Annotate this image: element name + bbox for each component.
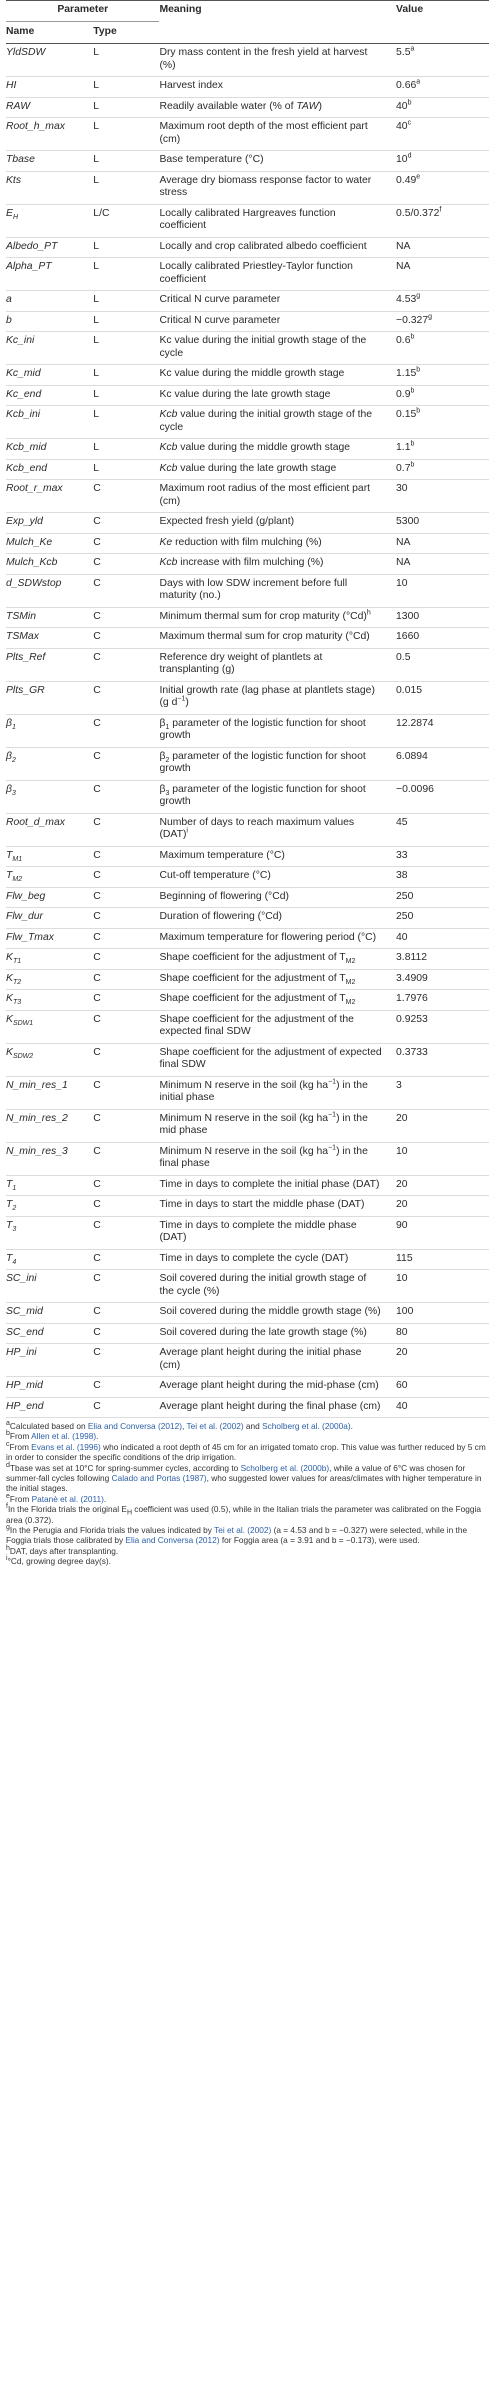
param-meaning: Time in days to complete the middle phase (DAT) xyxy=(159,1216,396,1249)
param-value: 33 xyxy=(396,846,489,867)
table-row xyxy=(6,1270,489,1303)
param-value: 0.5/0.372$^f$ xyxy=(396,204,489,237)
param-meaning: Kcb value during the late growth stage xyxy=(159,459,396,480)
param-type: C xyxy=(93,574,159,607)
footnote-marker: e xyxy=(416,173,421,181)
footnote-marker: c xyxy=(407,119,412,127)
param-name: HP_mid xyxy=(6,1377,93,1398)
param-name: Flw_Tmax xyxy=(6,928,93,949)
param-value: 1300 xyxy=(396,607,489,628)
table-row xyxy=(6,533,489,554)
param-type: C xyxy=(93,1249,159,1270)
param-meaning: Readily available water (% of TAW) xyxy=(159,97,396,118)
param-value: 40 xyxy=(396,928,489,949)
param-value: NA xyxy=(396,258,489,291)
param-name: Root_h_max xyxy=(6,118,93,151)
param-name: N_min_res_3 xyxy=(6,1142,93,1175)
param-name: Mulch_Kcb xyxy=(6,554,93,575)
param-type: C xyxy=(93,1270,159,1303)
param-name: $T_{M1}$ xyxy=(6,846,93,867)
param-value: 45 xyxy=(396,813,489,846)
param-name: $T_4$ xyxy=(6,1249,93,1270)
table-row xyxy=(6,77,489,98)
table-row xyxy=(6,332,489,365)
table-row xyxy=(6,237,489,258)
table-row xyxy=(6,1196,489,1217)
param-name: $K_{T1}$ xyxy=(6,949,93,970)
param-type: L xyxy=(93,237,159,258)
param-value: 115 xyxy=(396,1249,489,1270)
table-row xyxy=(6,1142,489,1175)
param-type: C xyxy=(93,1175,159,1196)
param-value: 3.8112 xyxy=(396,949,489,970)
header-meaning: Meaning xyxy=(159,1,396,44)
table-row xyxy=(6,1377,489,1398)
param-type: L xyxy=(93,291,159,312)
param-meaning: Minimum N reserve in the soil (kg $ha^{-1}$) in the initial phase xyxy=(159,1076,396,1109)
header-name: Name xyxy=(6,21,93,44)
table-row xyxy=(6,385,489,406)
param-value: 40 xyxy=(396,1397,489,1418)
param-value: 10 xyxy=(396,1142,489,1175)
param-name: $K_{T2}$ xyxy=(6,969,93,990)
table-row xyxy=(6,928,489,949)
param-name: $K_{SDW1}$ xyxy=(6,1010,93,1043)
param-value: 0.3733 xyxy=(396,1043,489,1076)
param-value: 6.0894 xyxy=(396,747,489,780)
param-type: L xyxy=(93,44,159,77)
param-value: 3.4909 xyxy=(396,969,489,990)
table-row xyxy=(6,459,489,480)
footnote-marker: b xyxy=(416,407,421,415)
param-meaning: Average dry biomass response factor to water stress xyxy=(159,171,396,204)
param-value: 0.49e xyxy=(396,171,489,204)
table-row xyxy=(6,1249,489,1270)
param-type: L xyxy=(93,171,159,204)
table-row xyxy=(6,714,489,747)
param-type: C xyxy=(93,867,159,888)
param-value: 0.9253 xyxy=(396,1010,489,1043)
param-meaning: Soil covered during the initial growth stage of the cycle (%) xyxy=(159,1270,396,1303)
param-value: 38 xyxy=(396,867,489,888)
footnote-marker: a xyxy=(416,78,421,86)
param-name: Kc_ini xyxy=(6,332,93,365)
table-row xyxy=(6,1303,489,1324)
param-meaning: Expected fresh yield (g/plant) xyxy=(159,513,396,534)
param-meaning: Maximum temperature for flowering period (°C) xyxy=(159,928,396,949)
table-row xyxy=(6,1175,489,1196)
param-meaning: Beginning of flowering (°Cd) xyxy=(159,887,396,908)
table-row xyxy=(6,990,489,1011)
param-name: Kts xyxy=(6,171,93,204)
param-meaning: Duration of flowering (°Cd) xyxy=(159,908,396,929)
param-meaning: Initial growth rate (lag phase at plantlets stage) (g $d^{-1}$) xyxy=(159,681,396,714)
param-meaning: Kc value during the late growth stage xyxy=(159,385,396,406)
param-value: 1660 xyxy=(396,628,489,649)
table-row xyxy=(6,204,489,237)
param-name: $T_{M2}$ xyxy=(6,867,93,888)
param-name: Kc_mid xyxy=(6,365,93,386)
param-type: C xyxy=(93,990,159,1011)
table-row xyxy=(6,648,489,681)
table-row xyxy=(6,887,489,908)
param-type: C xyxy=(93,513,159,534)
param-value: 80 xyxy=(396,1323,489,1344)
param-name: $T_1$ xyxy=(6,1175,93,1196)
param-type: C xyxy=(93,480,159,513)
param-type: C xyxy=(93,1010,159,1043)
param-name: SC_ini xyxy=(6,1270,93,1303)
header-type: Type xyxy=(93,21,159,44)
footnote-marker: b xyxy=(410,461,415,469)
param-meaning: Cut-off temperature (°C) xyxy=(159,867,396,888)
param-meaning: Maximum root depth of the most efficient part (cm) xyxy=(159,118,396,151)
table-row xyxy=(6,97,489,118)
param-type: C xyxy=(93,1344,159,1377)
table-row xyxy=(6,151,489,172)
footnote-marker: b xyxy=(416,366,421,374)
param-meaning: $\beta_1$ parameter of the logistic function for shoot growth xyxy=(159,714,396,747)
param-type: C xyxy=(93,780,159,813)
parameter-table xyxy=(6,0,489,1418)
param-type: C xyxy=(93,714,159,747)
table-row xyxy=(6,1323,489,1344)
param-value: 10 xyxy=(396,574,489,607)
table-row xyxy=(6,439,489,460)
param-meaning: Maximum thermal sum for crop maturity (°Cd) xyxy=(159,628,396,649)
param-value: 40$^c$ xyxy=(396,118,489,151)
param-value: −0.327$^g$ xyxy=(396,311,489,332)
param-name: TSMax xyxy=(6,628,93,649)
param-meaning: Average plant height during the mid-phase (cm) xyxy=(159,1377,396,1398)
param-type: C xyxy=(93,1196,159,1217)
param-name: $K_{T3}$ xyxy=(6,990,93,1011)
table-row xyxy=(6,44,489,77)
param-value: NA xyxy=(396,237,489,258)
param-type: C xyxy=(93,928,159,949)
param-meaning: Kcb increase with film mulching (%) xyxy=(159,554,396,575)
param-type: C xyxy=(93,1377,159,1398)
param-meaning: Minimum N reserve in the soil (kg $ha^{-1}$) in the mid phase xyxy=(159,1109,396,1142)
param-meaning: Soil covered during the middle growth stage (%) xyxy=(159,1303,396,1324)
param-name: $K_{SDW2}$ xyxy=(6,1043,93,1076)
param-meaning: $\beta_2$ parameter of the logistic function for shoot growth xyxy=(159,747,396,780)
footnote-i: $^i$°Cd, growing degree day(s). xyxy=(6,1555,111,1567)
param-name: Flw_dur xyxy=(6,908,93,929)
param-meaning: Shape coefficient for the adjustment of the expected final SDW xyxy=(159,1010,396,1043)
param-meaning: Minimum thermal sum for crop maturity $(^\circ Cd)^h$ xyxy=(159,607,396,628)
param-type: C xyxy=(93,554,159,575)
param-meaning: Kcb value during the initial growth stage of the cycle xyxy=(159,406,396,439)
param-type: C xyxy=(93,1323,159,1344)
param-value: 0.6$^b$ xyxy=(396,332,489,365)
param-type: C xyxy=(93,628,159,649)
param-meaning: Reference dry weight of plantlets at transplanting (g) xyxy=(159,648,396,681)
param-type: C xyxy=(93,969,159,990)
footnote-g: $^g$In the Perugia and Florida trials the values indicated by Tei et al. (2002) (a = 4.53 and b = −0.327) were selected, while in the Foggia trials those calibrated by Elia and Conversa (2012) for Foggia area (a = 3.91 and b = −0.173), were used. xyxy=(6,1524,468,1546)
header-parameter: Parameter xyxy=(6,1,159,22)
table-row xyxy=(6,628,489,649)
param-name: SC_end xyxy=(6,1323,93,1344)
param-name: Plts_GR xyxy=(6,681,93,714)
param-value: 3 xyxy=(396,1076,489,1109)
param-name: SC_mid xyxy=(6,1303,93,1324)
param-type: L xyxy=(93,77,159,98)
param-name: Root_d_max xyxy=(6,813,93,846)
footnote-marker: b xyxy=(407,99,412,107)
param-value: 1.7976 xyxy=(396,990,489,1011)
param-name: Root_r_max xyxy=(6,480,93,513)
param-name: $T_3$ xyxy=(6,1216,93,1249)
table-row xyxy=(6,574,489,607)
param-name: Tbase xyxy=(6,151,93,172)
param-meaning: Locally calibrated Priestley-Taylor function coefficient xyxy=(159,258,396,291)
param-type: L xyxy=(93,332,159,365)
footnote-marker: g xyxy=(428,313,433,321)
table-row xyxy=(6,1216,489,1249)
footnote-f: $^f$In the Florida trials the original $E_H$ coefficient was used (0.5), while in the Italian trials the parameter was calibrated on the Foggia area (0.372). xyxy=(6,1503,481,1525)
param-meaning: Kc value during the middle growth stage xyxy=(159,365,396,386)
param-type: C xyxy=(93,908,159,929)
param-value: 100 xyxy=(396,1303,489,1324)
param-value: 20 xyxy=(396,1109,489,1142)
param-value: 60 xyxy=(396,1377,489,1398)
param-type: C xyxy=(93,1397,159,1418)
footnote-d: $^d$Tbase was set at 10°C for spring-summer cycles, according to Scholberg et al. (2000b), while a value of 6°C was chosen for summer-fall cycles following Calado and Portas (1987), who suggested lower values for areas/climates with higher temperature in the initial stages. xyxy=(6,1461,482,1494)
param-name: $T_2$ xyxy=(6,1196,93,1217)
param-type: C xyxy=(93,1109,159,1142)
param-meaning: Ke reduction with film mulching (%) xyxy=(159,533,396,554)
param-value: 90 xyxy=(396,1216,489,1249)
param-meaning: Average plant height during the initial phase (cm) xyxy=(159,1344,396,1377)
param-name: Albedo_PT xyxy=(6,237,93,258)
header-value: Value xyxy=(396,1,489,44)
table-row xyxy=(6,747,489,780)
footnote-a: $^a$Calculated based on Elia and Conversa (2012), Tei et al. (2002) and Scholberg et al. (2000a). xyxy=(6,1420,353,1431)
param-value: 1.1$^b$ xyxy=(396,439,489,460)
table-row xyxy=(6,949,489,970)
param-type: L xyxy=(93,459,159,480)
param-value: 20 xyxy=(396,1175,489,1196)
param-type: C xyxy=(93,648,159,681)
table-row xyxy=(6,1397,489,1418)
param-name: $\beta_1$ xyxy=(6,714,93,747)
param-meaning: Time in days to complete the initial phase (DAT) xyxy=(159,1175,396,1196)
param-type: L xyxy=(93,151,159,172)
param-type: C xyxy=(93,1142,159,1175)
param-value: 10 xyxy=(396,1270,489,1303)
table-row xyxy=(6,780,489,813)
param-name: Kc_end xyxy=(6,385,93,406)
param-value: 250 xyxy=(396,887,489,908)
footnotes xyxy=(6,1421,489,1567)
param-type: C xyxy=(93,1043,159,1076)
footnote-marker: b xyxy=(410,387,415,395)
param-value: −0.0096 xyxy=(396,780,489,813)
param-name: RAW xyxy=(6,97,93,118)
param-meaning: Harvest index xyxy=(159,77,396,98)
param-value: 20 xyxy=(396,1196,489,1217)
param-meaning: Shape coefficient for the adjustment of expected final SDW xyxy=(159,1043,396,1076)
param-value: 0.9$^b$ xyxy=(396,385,489,406)
footnote-c: $^c$From Evans et al. (1996) who indicated a root depth of 45 cm for an irrigated tomato crop. This value was further reduced by 5 cm in order to consider the specific conditions of the drip irrigation. xyxy=(6,1441,486,1463)
param-name: HP_end xyxy=(6,1397,93,1418)
param-name: Exp_yld xyxy=(6,513,93,534)
param-value: 30 xyxy=(396,480,489,513)
param-name: Kcb_end xyxy=(6,459,93,480)
param-name: HP_ini xyxy=(6,1344,93,1377)
table-row xyxy=(6,607,489,628)
param-value: 0.66$^a$ xyxy=(396,77,489,98)
param-type: L xyxy=(93,97,159,118)
param-meaning: Dry mass content in the fresh yield at harvest (%) xyxy=(159,44,396,77)
param-meaning: $\beta_3$ parameter of the logistic function for shoot growth xyxy=(159,780,396,813)
param-meaning: Average plant height during the final phase (cm) xyxy=(159,1397,396,1418)
table-row xyxy=(6,118,489,151)
param-meaning: Number of days to reach maximum values (DAT)$^i$ xyxy=(159,813,396,846)
param-meaning: Base temperature (°C) xyxy=(159,151,396,172)
table-row xyxy=(6,1010,489,1043)
param-type: L xyxy=(93,258,159,291)
table-row xyxy=(6,1109,489,1142)
param-value: 0.015 xyxy=(396,681,489,714)
footnote-h: $^h$DAT, days after transplanting. xyxy=(6,1545,119,1556)
param-name: Kcb_mid xyxy=(6,439,93,460)
param-meaning: Locally calibrated Hargreaves function coefficient xyxy=(159,204,396,237)
table-row xyxy=(6,406,489,439)
param-meaning: Critical N curve parameter xyxy=(159,291,396,312)
table-row xyxy=(6,867,489,888)
param-value: 40$^b$ xyxy=(396,97,489,118)
param-name: d_SDWstop xyxy=(6,574,93,607)
footnote-marker: a xyxy=(410,45,415,53)
param-type: C xyxy=(93,846,159,867)
param-meaning: Soil covered during the late growth stage (%) xyxy=(159,1323,396,1344)
param-name: Plts_Ref xyxy=(6,648,93,681)
table-row xyxy=(6,1076,489,1109)
param-type: C xyxy=(93,747,159,780)
param-type: C xyxy=(93,607,159,628)
param-value: 0.5 xyxy=(396,648,489,681)
param-meaning: Time in days to start the middle phase (DAT) xyxy=(159,1196,396,1217)
param-name: N_min_res_1 xyxy=(6,1076,93,1109)
param-meaning: Maximum temperature (°C) xyxy=(159,846,396,867)
footnote-b: $^b$From Allen et al. (1998). xyxy=(6,1430,99,1442)
table-row xyxy=(6,681,489,714)
param-value: 1.15$^b$ xyxy=(396,365,489,386)
param-name: Alpha_PT xyxy=(6,258,93,291)
param-type: L xyxy=(93,406,159,439)
param-type: C xyxy=(93,949,159,970)
param-type: C xyxy=(93,887,159,908)
param-type: C xyxy=(93,681,159,714)
param-type: L xyxy=(93,311,159,332)
param-value: 10$^d$ xyxy=(396,151,489,172)
param-name: YldSDW xyxy=(6,44,93,77)
footnote-marker: b xyxy=(410,440,415,448)
param-meaning: Minimum N reserve in the soil (kg $ha^{-1}$) in the final phase xyxy=(159,1142,396,1175)
footnote-marker: f xyxy=(439,206,442,214)
table-row xyxy=(6,171,489,204)
table-row xyxy=(6,969,489,990)
param-meaning: Time in days to complete the cycle (DAT) xyxy=(159,1249,396,1270)
param-meaning: Days with low SDW increment before full maturity (no.) xyxy=(159,574,396,607)
param-name: Flw_beg xyxy=(6,887,93,908)
param-type: L xyxy=(93,365,159,386)
param-meaning: Maximum root radius of the most efficient part (cm) xyxy=(159,480,396,513)
param-meaning: Shape coefficient for the adjustment of $T_{M2}$ xyxy=(159,969,396,990)
param-meaning: Kc value during the initial growth stage of the cycle xyxy=(159,332,396,365)
footnote-marker: b xyxy=(410,333,415,341)
param-name: b xyxy=(6,311,93,332)
param-name: $\beta_2$ xyxy=(6,747,93,780)
param-type: L xyxy=(93,118,159,151)
param-meaning: Shape coefficient for the adjustment of $T_{M2}$ xyxy=(159,949,396,970)
footnote-marker: d xyxy=(407,152,412,160)
param-value: 5.5$^a$ xyxy=(396,44,489,77)
param-value: 5300 xyxy=(396,513,489,534)
table-row xyxy=(6,813,489,846)
param-meaning: Critical N curve parameter xyxy=(159,311,396,332)
param-meaning: Kcb value during the middle growth stage xyxy=(159,439,396,460)
param-name: TSMin xyxy=(6,607,93,628)
param-value: 0.15$^b$ xyxy=(396,406,489,439)
table-row xyxy=(6,480,489,513)
param-type: C xyxy=(93,1076,159,1109)
param-name: N_min_res_2 xyxy=(6,1109,93,1142)
param-type: C xyxy=(93,1216,159,1249)
param-meaning: Locally and crop calibrated albedo coefficient xyxy=(159,237,396,258)
param-name: a xyxy=(6,291,93,312)
param-name: $\beta_3$ xyxy=(6,780,93,813)
param-type: L xyxy=(93,385,159,406)
table-row xyxy=(6,365,489,386)
param-type: L/C xyxy=(93,204,159,237)
table-row xyxy=(6,908,489,929)
param-meaning: Shape coefficient for the adjustment of $T_{M2}$ xyxy=(159,990,396,1011)
table-row xyxy=(6,1043,489,1076)
footnote-marker: g xyxy=(416,292,421,300)
param-type: C xyxy=(93,533,159,554)
table-row xyxy=(6,291,489,312)
param-value: NA xyxy=(396,554,489,575)
param-name: HI xyxy=(6,77,93,98)
param-value: 0.7$^b$ xyxy=(396,459,489,480)
table-row xyxy=(6,846,489,867)
footnote-e: $^e$From Patanè et al. (2011). xyxy=(6,1493,107,1504)
param-name: Kcb_ini xyxy=(6,406,93,439)
param-name: Mulch_Ke xyxy=(6,533,93,554)
param-value: 20 xyxy=(396,1344,489,1377)
table-row xyxy=(6,258,489,291)
table-row xyxy=(6,311,489,332)
param-value: 250 xyxy=(396,908,489,929)
param-value: 4.53$^g$ xyxy=(396,291,489,312)
table-row xyxy=(6,1344,489,1377)
param-type: C xyxy=(93,1303,159,1324)
table-row xyxy=(6,554,489,575)
param-type: C xyxy=(93,813,159,846)
param-name: $E_H$ xyxy=(6,204,93,237)
param-type: L xyxy=(93,439,159,460)
param-value: 12.2874 xyxy=(396,714,489,747)
table-row xyxy=(6,513,489,534)
param-value: NA xyxy=(396,533,489,554)
